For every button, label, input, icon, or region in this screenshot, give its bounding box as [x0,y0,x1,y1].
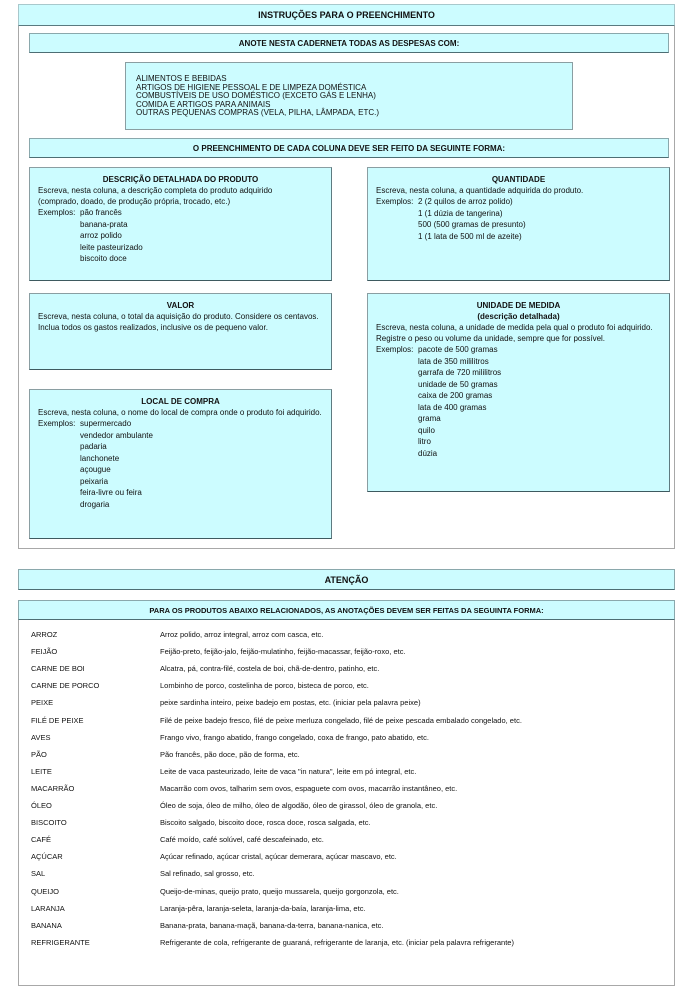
product-description: Arroz polido, arroz integral, arroz com casca, etc. [160,630,324,639]
product-description: Açúcar refinado, açúcar cristal, açúcar demerara, açúcar mascavo, etc. [160,852,397,862]
product-name: QUEIJO [31,886,59,896]
example-item: 1 (1 dúzia de tangerina) [418,208,503,218]
examples-label: Exemplos: [38,208,76,217]
columns-header: O PREENCHIMENTO DE CADA COLUNA DEVE SER FEITO DA SEGUINTE FORMA: [29,138,669,158]
product-row [31,887,399,896]
product-row [31,921,383,930]
expenses-header: ANOTE NESTA CADERNETA TODAS AS DESPESAS COM: [29,33,669,53]
product-name: AÇÚCAR [31,852,63,862]
product-description: Pão francês, pão doce, pão de forma, etc. [160,749,300,759]
product-description: Café moído, café solúvel, café descafeinado, etc. [160,835,324,845]
example-item: lanchonete [80,453,120,463]
product-name: PEIXE [31,698,54,708]
atencao-title: ATENÇÃO [18,569,675,590]
example-item: peixaria [80,476,109,486]
product-name: ARROZ [31,630,58,639]
product-row [31,904,366,913]
product-name: BANANA [31,920,62,930]
product-description: Queijo-de-minas, queijo prato, queijo mussarela, queijo gorgonzola, etc. [160,886,399,896]
product-row [31,767,416,776]
product-row [31,664,379,673]
product-row [31,630,323,639]
example-item: 2 (2 quilos de arroz polido) [418,197,513,206]
instructions-title: INSTRUÇÕES PARA O PREENCHIMENTO [18,4,675,26]
local-box [29,389,332,539]
product-description: Frango vivo, frango abatido, frango congelado, coxa de frango, pato abatido, etc. [160,732,429,742]
examples-label: Exemplos: [376,345,414,354]
quantidade-title: QUANTIDADE [491,175,546,184]
unidade-text: Escreva, nesta coluna, a unidade de medida pela qual o produto foi adquirido. Registre o peso ou volume da unidade, sempre que for possível. [376,323,653,343]
example-item: grama [418,414,441,423]
example-item: unidade de 50 gramas [418,379,498,389]
product-description: Banana-prata, banana-maçã, banana-da-terra, banana-nanica, etc. [160,920,384,930]
examples-label: Exemplos: [376,197,414,206]
product-description: Filé de peixe badejo fresco, filé de peixe merluza congelado, filé de peixe pescada embalado congelado, etc. [160,715,522,725]
product-description: Leite de vaca pasteurizado, leite de vaca "in natura", leite em pó integral, etc. [160,766,417,776]
product-row [31,647,406,656]
example-item: arroz polido [80,231,122,240]
product-description: Óleo de soja, óleo de milho, óleo de algodão, óleo de girassol, óleo de granola, etc. [160,801,438,810]
example-item: 1 (1 lata de 500 ml de azeite) [418,231,522,241]
descricao-title: DESCRIÇÃO DETALHADA DO PRODUTO [102,175,259,184]
product-description: Alcatra, pá, contra-filé, costela de boi, chã-de-dentro, patinho, etc. [160,664,380,674]
example-item: vendedor ambulante [80,430,153,440]
product-name: FEIJÃO [31,647,58,657]
product-row [31,698,421,707]
product-description: Lombinho de porco, costelinha de porco, bisteca de porco, etc. [160,681,369,691]
atencao-header: PARA OS PRODUTOS ABAIXO RELACIONADOS, AS ANOTAÇÕES DEVEM SER FEITAS DA SEGUINTA FORMA: [18,600,675,620]
example-item: 500 (500 gramas de presunto) [418,220,526,229]
product-name: AVES [31,732,51,742]
quantidade-box [367,167,670,281]
example-item: dúzia [418,448,438,458]
descricao-text: Escreva, nesta coluna, a descrição completa do produto adquirido [38,186,273,195]
example-item: drogaria [80,499,110,509]
product-name: REFRIGERANTE [31,937,90,947]
product-description: Feijão-preto, feijão-jalo, feijão-mulatinho, feijão-macassar, feijão-roxo, etc. [160,647,406,657]
descricao-text-2: (comprado, doado, de produção própria, trocado, etc.) [38,197,231,206]
valor-text: Escreva, nesta coluna, o total da aquisição do produto. Considere os centavos. [38,312,319,321]
example-item: quilo [418,425,435,435]
example-item: supermercado [80,419,132,428]
example-item: açougue [80,465,111,474]
product-name: BISCOITO [31,818,67,828]
product-name: PÃO [31,749,47,759]
example-item: caixa de 200 gramas [418,391,493,400]
valor-title: VALOR [166,301,195,310]
product-name: CARNE DE PORCO [31,681,100,691]
product-row [31,835,324,844]
example-item: pacote de 500 gramas [418,345,498,354]
quantidade-text: Escreva, nesta coluna, a quantidade adquirida do produto. [376,186,584,195]
expense-category: OUTRAS PEQUENAS COMPRAS (VELA, PILHA, LÂMPADA, ETC.) [136,108,380,117]
product-description: Laranja-pêra, laranja-seleta, laranja-da-baía, laranja-lima, etc. [160,903,366,913]
product-row [31,716,522,725]
product-row [31,852,397,861]
product-row [31,750,300,759]
expense-category: ALIMENTOS E BEBIDAS [136,74,227,83]
local-examples [38,418,323,510]
product-description: peixe sardinha inteiro, peixe badejo em postas, etc. (iniciar pela palavra peixe) [160,698,421,708]
unidade-subtitle: (descrição detalhada) [477,312,560,321]
product-name: MACARRÃO [31,783,75,793]
product-description: Refrigerante de cola, refrigerante de guaraná, refrigerante de laranja, etc. (iniciar pela palavra refrigerante) [160,937,514,947]
unidade-box [367,293,670,492]
descricao-box [29,167,332,281]
product-name: SAL [31,869,46,879]
product-description: Sal refinado, sal grosso, etc. [160,869,255,879]
valor-box [29,293,332,370]
product-name: FILÉ DE PEIXE [31,715,84,725]
expense-categories-box [125,62,573,130]
product-name: LEITE [31,766,52,776]
product-row [31,733,429,742]
example-item: pão francês [80,208,122,217]
product-description: Biscoito salgado, biscoito doce, rosca doce, rosca salgada, etc. [160,818,371,828]
product-name: ÓLEO [31,801,52,810]
example-item: banana-prata [80,219,128,229]
example-item: lata de 400 gramas [418,402,487,412]
example-item: lata de 350 mililitros [418,356,489,366]
example-item: padaria [80,442,107,451]
product-name: CAFÉ [31,835,52,845]
local-title: LOCAL DE COMPRA [141,397,220,406]
unidade-title: UNIDADE DE MEDIDA [476,301,561,310]
unidade-examples [376,344,661,459]
product-row [31,681,369,690]
product-row [31,869,255,878]
product-row [31,938,514,947]
example-item: garrafa de 720 mililitros [418,368,502,377]
example-item: litro [418,437,431,446]
local-text: Escreva, nesta coluna, o nome do local de compra onde o produto foi adquirido. [38,408,322,417]
expense-category: COMIDA E ARTIGOS PARA ANIMAIS [136,99,271,109]
product-row [31,818,371,827]
product-row [31,801,437,810]
expense-category: COMBUSTÍVEIS DE USO DOMÉSTICO (EXCETO GÁS E LENHA) [136,91,376,100]
example-item: biscoito doce [80,254,127,263]
example-item: leite pasteurizado [80,242,143,252]
product-name: LARANJA [31,903,65,913]
product-name: CARNE DE BOI [31,664,85,674]
example-item: feira-livre ou feira [80,488,142,497]
quantidade-examples [376,196,661,242]
product-description: Macarrão com ovos, talharim sem ovos, espaguete com ovos, macarrão instantâneo, etc. [160,783,458,793]
valor-text-2: Inclua todos os gastos realizados, inclusive os de pequeno valor. [38,323,268,332]
descricao-examples [38,207,323,265]
expense-category: ARTIGOS DE HIGIENE PESSOAL E DE LIMPEZA DOMÉSTICA [136,82,367,92]
product-row [31,784,457,793]
examples-label: Exemplos: [38,419,76,428]
